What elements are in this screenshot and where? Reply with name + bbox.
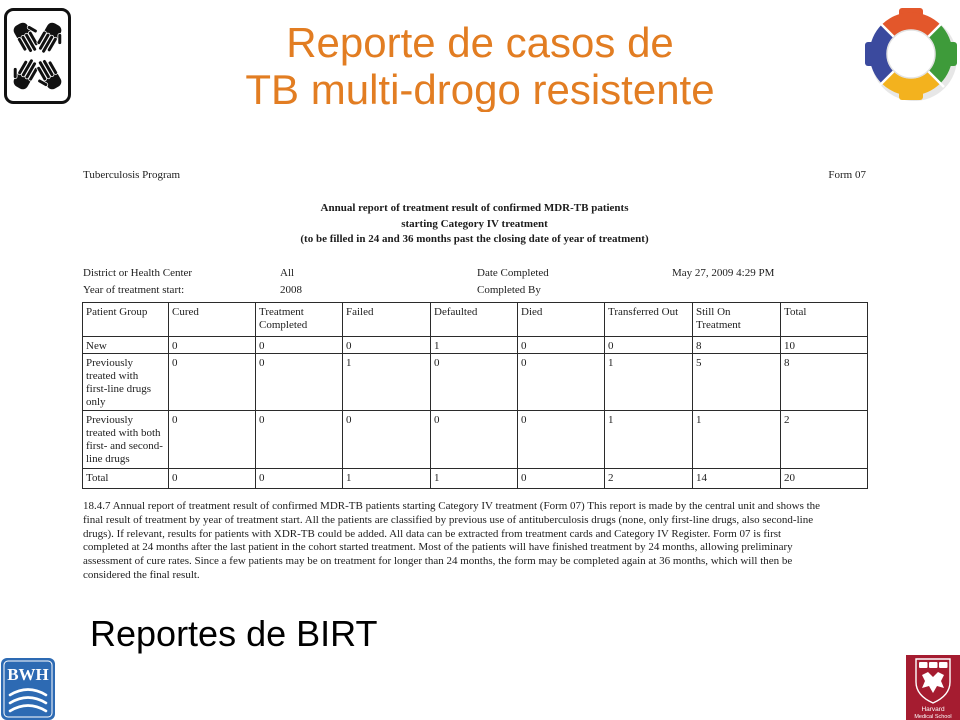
- value-cell: 1: [605, 411, 693, 469]
- column-header: Failed: [343, 303, 431, 337]
- column-header: Still On Treatment: [693, 303, 781, 337]
- value-cell: 1: [693, 411, 781, 469]
- value-cell: 20: [781, 469, 868, 489]
- district-label: District or Health Center: [83, 267, 193, 279]
- value-cell: 2: [605, 469, 693, 489]
- value-cell: 1: [343, 469, 431, 489]
- value-cell: 0: [169, 469, 256, 489]
- ring-segment-left: [878, 31, 888, 78]
- title-area: [0, 0, 960, 112]
- patient-group-cell: Previously treated with first-line drugs only: [83, 354, 169, 411]
- slide-title-line-1: Reporte de casos de: [286, 19, 674, 66]
- table-row: [83, 337, 868, 354]
- value-cell: 0: [343, 337, 431, 354]
- bwh-logo: [0, 655, 56, 720]
- value-cell: 14: [693, 469, 781, 489]
- harvard-logo: [906, 655, 960, 720]
- column-header: Died: [518, 303, 605, 337]
- value-cell: 2: [781, 411, 868, 469]
- value-cell: 0: [169, 411, 256, 469]
- table-row: [83, 354, 868, 411]
- patient-group-cell: Previously treated with both first- and second- line drugs: [83, 411, 169, 469]
- description-line: drugs). If relevant, results for patients with XDR-TB could be added. All data can be extracted from treatment cards and Category IV Register. Form 07 is first: [83, 527, 782, 540]
- ring-center: [887, 30, 935, 78]
- value-cell: 8: [781, 354, 868, 411]
- value-cell: 10: [781, 337, 868, 354]
- completed-by-label: Completed By: [477, 284, 541, 296]
- description-line: completed at 24 months after the last patient in the cohort started treatment. Most of the patients will have finished treatment by 24 months, allowing preliminary: [83, 541, 793, 554]
- ring-segment-right: [934, 31, 944, 78]
- column-header: Treatment Completed: [256, 303, 343, 337]
- value-cell: 1: [431, 337, 518, 354]
- report-heading-line-2: starting Category IV treatment: [401, 217, 548, 230]
- ring-segment-bottom: [888, 77, 935, 87]
- description-line: 18.4.7 Annual report of treatment result of confirmed MDR-TB patients starting Category IV treatment (Form 07) This report is made by the central unit and shows the: [83, 500, 821, 512]
- value-cell: 8: [693, 337, 781, 354]
- colored-ring-icon: [862, 5, 960, 103]
- form-number: Form 07: [828, 169, 866, 181]
- description-line: final result of treatment by year of treatment start. All the patients are classified by previous use of antituberculosis drugs (none, only first-line drugs, also second-line: [83, 513, 814, 526]
- column-header: Defaulted: [431, 303, 518, 337]
- harvard-logo-text-1: Harvard: [921, 706, 945, 713]
- harvard-shield-icon: [906, 655, 960, 720]
- description-line: assessment of cure rates. Since a few patients may be on treatment for longer than 24 months, the form may be completed again at 36 months, which will then be: [83, 555, 793, 568]
- report-description: [83, 500, 820, 583]
- value-cell: 0: [343, 411, 431, 469]
- report-table: [82, 302, 868, 489]
- ring-segment-top: [888, 21, 935, 31]
- program-name: Tuberculosis Program: [83, 169, 181, 181]
- year-start-value: 2008: [280, 284, 302, 296]
- table-header-row: [83, 303, 868, 337]
- ring-logo: [862, 5, 960, 103]
- value-cell: 0: [256, 411, 343, 469]
- column-header: Total: [781, 303, 868, 337]
- column-header: Patient Group: [83, 303, 169, 337]
- value-cell: 0: [431, 354, 518, 411]
- slide-title: [0, 19, 960, 112]
- date-completed-label: Date Completed: [477, 267, 549, 279]
- harvard-logo-text-2: Medical School: [914, 714, 952, 720]
- value-cell: 0: [256, 469, 343, 489]
- table-row: [83, 469, 868, 489]
- value-cell: 5: [693, 354, 781, 411]
- description-line: considered the final result.: [83, 568, 200, 581]
- value-cell: 0: [169, 337, 256, 354]
- district-value: All: [280, 267, 295, 279]
- year-start-label: Year of treatment start:: [83, 284, 185, 296]
- table-head: [83, 303, 868, 337]
- value-cell: 0: [518, 337, 605, 354]
- report-heading: [82, 201, 867, 248]
- report-heading-line-3: (to be filled in 24 and 36 months past the closing date of year of treatment): [300, 233, 649, 245]
- bwh-logo-icon: [0, 655, 56, 720]
- table-row: [83, 411, 868, 469]
- column-header: Cured: [169, 303, 256, 337]
- value-cell: 0: [256, 337, 343, 354]
- value-cell: 0: [605, 337, 693, 354]
- value-cell: 0: [518, 411, 605, 469]
- value-cell: 1: [605, 354, 693, 411]
- harvard-shield-books: [919, 662, 948, 668]
- bwh-logo-text: BWH: [7, 665, 49, 684]
- slide-title-line-2: TB multi-drogo resistente: [245, 66, 715, 112]
- value-cell: 1: [431, 469, 518, 489]
- value-cell: 0: [518, 354, 605, 411]
- patient-group-cell: New: [83, 337, 169, 354]
- table-body: [83, 337, 868, 489]
- column-header: Transferred Out: [605, 303, 693, 337]
- patient-group-cell: Total: [83, 469, 169, 489]
- value-cell: 0: [518, 469, 605, 489]
- slide-subtitle: Reportes de BIRT: [90, 613, 378, 654]
- value-cell: 0: [431, 411, 518, 469]
- report-heading-line-1: Annual report of treatment result of confirmed MDR-TB patients: [320, 202, 629, 214]
- value-cell: 0: [169, 354, 256, 411]
- value-cell: 0: [256, 354, 343, 411]
- date-completed-value: May 27, 2009 4:29 PM: [672, 267, 775, 279]
- value-cell: 1: [343, 354, 431, 411]
